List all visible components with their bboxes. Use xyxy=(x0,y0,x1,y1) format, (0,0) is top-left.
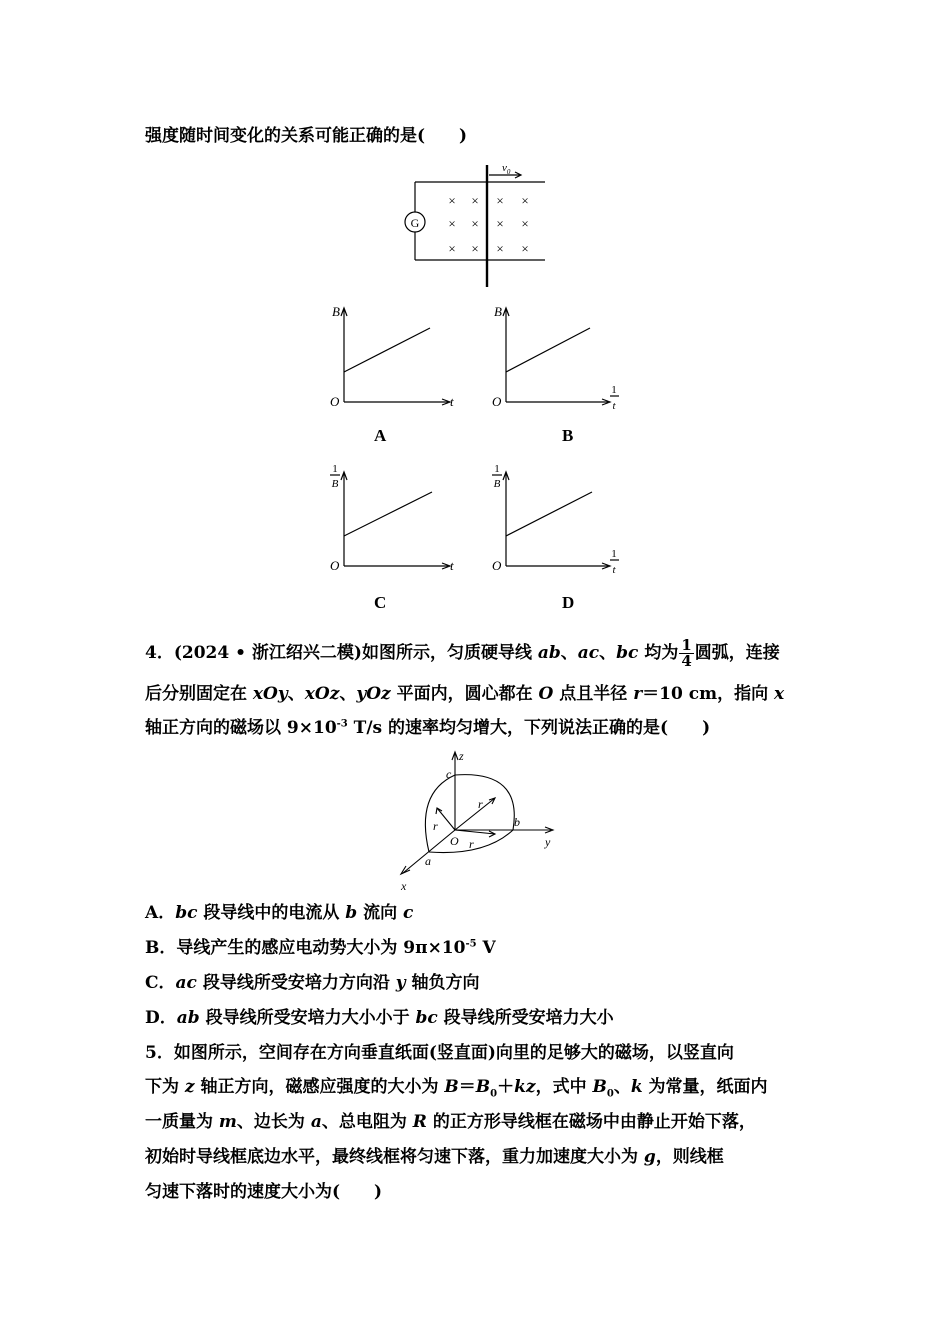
svg-text:×: × xyxy=(471,216,479,231)
svg-text:×: × xyxy=(521,216,529,231)
svg-text:r: r xyxy=(469,837,474,851)
q4-line-3: 轴正方向的磁场以 $9\times 10^{-3}$ T/s 的速率均匀增大，下列说法正确的是( ) xyxy=(145,718,711,738)
q4-line-1: 4．(2024 • 浙江绍兴二模)如图所示，匀质硬导线 ab、ac、bc 均为 $\frac{1}{4}$ 圆弧，连接 xyxy=(145,636,780,670)
svg-text:×: × xyxy=(471,193,479,208)
svg-text:O: O xyxy=(330,394,340,409)
svg-text:B: B xyxy=(494,304,502,319)
galvanometer-label: G xyxy=(410,216,420,230)
graph-c-line xyxy=(344,492,432,536)
svg-text:B: B xyxy=(331,478,339,490)
svg-text:×: × xyxy=(448,241,456,256)
svg-text:×: × xyxy=(521,193,529,208)
q5-line-2: 下为 z 轴正方向，磁感应强度的大小为 $B=B_0+kz$，式中 $B_0$、k 为常量，纸面内 xyxy=(145,1077,768,1100)
svg-text:×: × xyxy=(521,241,529,256)
radius-y xyxy=(455,830,495,834)
arc-bc xyxy=(455,775,514,830)
q4-arc-figure xyxy=(395,748,565,893)
q4-option-d: D．ab 段导线所受安培力大小小于 bc 段导线所受安培力大小 xyxy=(145,1008,614,1028)
radius-x xyxy=(437,808,455,830)
graph-a-line xyxy=(344,328,430,372)
graph-c-caption: C xyxy=(374,593,387,612)
svg-text:t: t xyxy=(450,394,454,409)
svg-text:b: b xyxy=(514,815,520,829)
magnetic-field-crosses xyxy=(448,193,528,256)
graph-a xyxy=(320,300,470,420)
svg-text:×: × xyxy=(471,241,479,256)
graph-b xyxy=(482,300,632,420)
q3-stem-end: 强度随时间变化的关系可能正确的是( ) xyxy=(145,126,468,146)
q4-option-c: C．ac 段导线所受安培力方向沿 y 轴负方向 xyxy=(145,973,480,993)
svg-text:×: × xyxy=(448,216,456,231)
q4-option-a: A．bc 段导线中的电流从 b 流向 c xyxy=(145,903,414,923)
svg-text:×: × xyxy=(448,193,456,208)
circuit-figure xyxy=(400,155,560,295)
svg-text:O: O xyxy=(330,558,340,573)
graph-c xyxy=(320,460,470,580)
velocity-label: $v_0$ xyxy=(502,162,511,176)
svg-text:x: x xyxy=(401,879,407,893)
svg-text:×: × xyxy=(496,216,504,231)
svg-text:×: × xyxy=(496,241,504,256)
graph-d xyxy=(482,460,632,580)
svg-text:×: × xyxy=(496,193,504,208)
svg-text:O: O xyxy=(450,834,459,848)
graph-a-caption: A xyxy=(374,426,387,445)
q5-line-1: 5．如图所示，空间存在方向垂直纸面(竖直面)向里的足够大的磁场，以竖直向 xyxy=(145,1043,734,1063)
graph-d-line xyxy=(506,492,592,536)
q4-option-b: B．导线产生的感应电动势大小为 $9\pi\times 10^{-5}$ V xyxy=(145,938,496,958)
q5-line-3: 一质量为 m、边长为 a、总电阻为 R 的正方形导线框在磁场中由静止开始下落， xyxy=(145,1112,756,1132)
svg-text:1: 1 xyxy=(611,384,617,396)
radius-z xyxy=(455,798,495,830)
quarter-fraction: $\frac{1}{4}$ xyxy=(681,636,692,670)
svg-text:t: t xyxy=(612,564,616,576)
q5-line-4: 初始时导线框底边水平，最终线框将匀速下落，重力加速度大小为 g，则线框 xyxy=(145,1147,724,1167)
q4-line-2: 后分别固定在 xOy、xOz、yOz 平面内，圆心都在 O 点且半径 r＝10 cm，指向 x xyxy=(145,684,785,704)
svg-text:r: r xyxy=(433,819,438,833)
svg-text:y: y xyxy=(545,835,551,849)
svg-text:B: B xyxy=(332,304,340,319)
graph-b-caption: B xyxy=(562,426,574,445)
svg-text:B: B xyxy=(493,478,501,490)
svg-text:r: r xyxy=(478,797,483,811)
svg-text:c: c xyxy=(446,767,452,781)
svg-text:t: t xyxy=(612,400,616,412)
svg-text:t: t xyxy=(450,558,454,573)
q5-line-5: 匀速下落时的速度大小为( ) xyxy=(145,1182,383,1202)
graph-b-line xyxy=(506,328,590,372)
graph-d-caption: D xyxy=(562,593,575,612)
svg-text:a: a xyxy=(425,854,431,868)
svg-text:1: 1 xyxy=(611,548,617,560)
svg-text:O: O xyxy=(492,558,502,573)
svg-text:O: O xyxy=(492,394,502,409)
svg-text:1: 1 xyxy=(494,463,500,475)
svg-text:1: 1 xyxy=(332,463,338,475)
svg-text:z: z xyxy=(459,749,464,763)
q4-source: (2024 • 浙江绍兴二模) xyxy=(173,643,362,663)
